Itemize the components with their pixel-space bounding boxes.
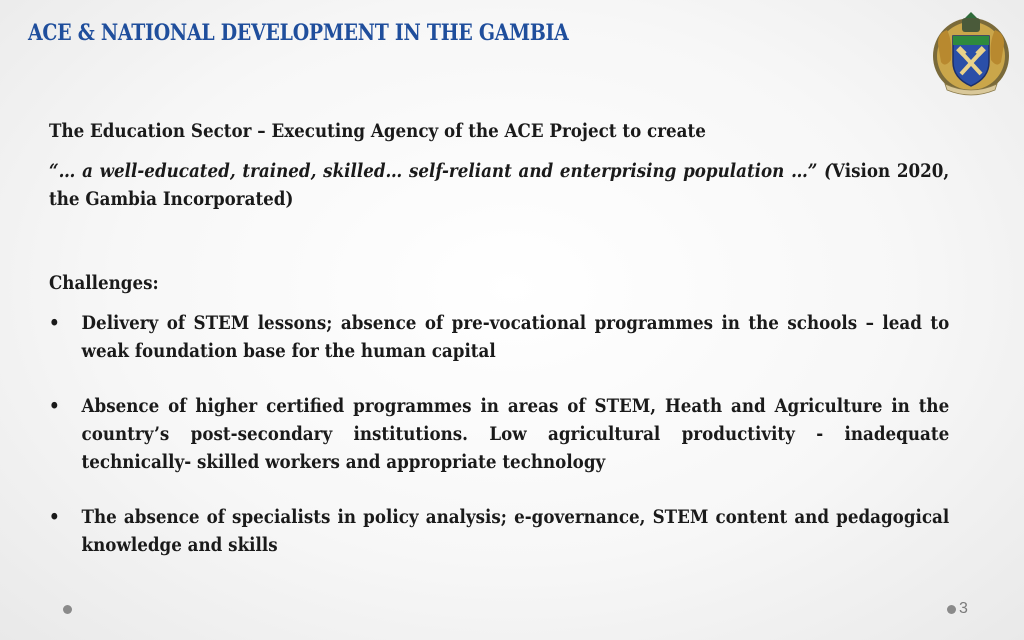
slide-title: ACE & NATIONAL DEVELOPMENT IN THE GAMBIA: [28, 20, 569, 46]
page-number: 3: [959, 600, 968, 617]
challenges-heading: Challenges:: [49, 272, 159, 294]
bullet-icon: •: [49, 506, 60, 528]
vision-quote-italic: “… a well-educated, trained, skilled… self-reliant and enterprising population …” (: [49, 160, 833, 182]
slide-body: [49, 117, 949, 586]
list-item: [49, 392, 949, 476]
intro-lead: The Education Sector – Executing Agency of the ACE Project to create: [49, 120, 706, 142]
list-item-text: The absence of specialists in policy analysis; e-governance, STEM content and pedagogical knowledge and skills: [81, 506, 950, 556]
footer-dot-left: [63, 605, 72, 614]
vision-quote-source: Vision 2020, the Gambia Incorporated): [49, 160, 950, 210]
list-item-text: Delivery of STEM lessons; absence of pre-vocational programmes in the schools – lead to weak foundation base for the human capital: [81, 312, 950, 362]
challenges-list: [49, 309, 949, 559]
list-item: [49, 309, 949, 365]
bullet-icon: •: [49, 395, 60, 417]
coat-of-arms-icon: [931, 12, 1011, 96]
list-item-text: Absence of higher certified programmes in areas of STEM, Heath and Agriculture in the country’s post-secondary institutions. Low agricultural productivity - inadequate technically- skilled workers and appropriate technology: [81, 395, 950, 473]
footer-dot-right: [947, 605, 956, 614]
list-item: [49, 503, 949, 559]
bullet-icon: •: [49, 312, 60, 334]
vision-quote: [49, 157, 949, 213]
